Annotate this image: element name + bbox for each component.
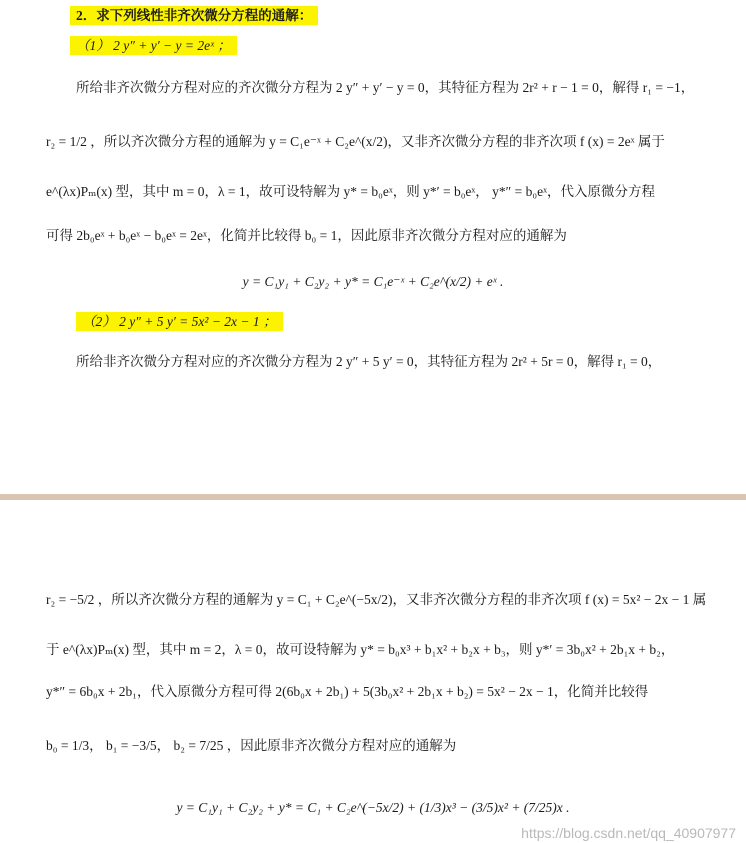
problem-2-statement [76, 312, 283, 332]
solution-1-line-2: r₂ = 1/2 ，所以齐次微分方程的通解为 y = C₁e⁻ˣ + C₂e^(x/2)，又非齐次微分方程的非齐次项 f (x) = 2eˣ 属于 [46, 134, 665, 149]
solution-2-line-4: y*″ = 6b₀x + 2b₁，代入原微分方程可得 2(6b₀x + 2b₁) + 5(3b₀x² + 2b₁x + b₂) = 5x² − 2x − 1，化简并比较得 [46, 684, 649, 699]
section-heading-text: 2．求下列线性非齐次微分方程的通解： [70, 6, 318, 25]
solution-1-line-1: 所给非齐次微分方程对应的齐次微分方程为 2 y″ + y′ − y = 0，其特征方程为 2r² + r − 1 = 0，解得 r₁ = −1， [76, 80, 695, 95]
document-page-2 [0, 500, 746, 843]
solution-1-line-4: 可得 2b₀eˣ + b₀eˣ − b₀eˣ = 2eˣ，化简并比较得 b₀ = 1，因此原非齐次微分方程对应的通解为 [46, 228, 567, 243]
solution-2-line-3: 于 e^(λx)Pₘ(x) 型，其中 m = 2，λ = 0，故可设特解为 y* = b₀x³ + b₁x² + b₂x + b₃，则 y*′ = 3b₀x² + 2b₁x + b₂， [46, 642, 675, 657]
solution-2-line-1: 所给非齐次微分方程对应的齐次微分方程为 2 y″ + 5 y′ = 0，其特征方程为 2r² + 5r = 0，解得 r₁ = 0， [76, 354, 662, 369]
problem-1-text: （1） 2 y″ + y′ − y = 2eˣ ； [70, 36, 237, 55]
section-heading [70, 6, 318, 26]
solution-2-line-5: b₀ = 1/3， b₁ = −3/5， b₂ = 7/25 ，因此原非齐次微分方程对应的通解为 [46, 738, 457, 753]
solution-1-result: y = C₁y₁ + C₂y₂ + y* = C₁e⁻ˣ + C₂e^(x/2) + eˣ . [242, 274, 504, 289]
problem-2-text: （2） 2 y″ + 5 y′ = 5x² − 2x − 1 ； [76, 312, 283, 331]
solution-1-line-3: e^(λx)Pₘ(x) 型，其中 m = 0，λ = 1，故可设特解为 y* = b₀eˣ，则 y*′ = b₀eˣ， y*″ = b₀eˣ，代入原微分方程 [46, 184, 656, 199]
solution-2-line-2: r₂ = −5/2 ，所以齐次微分方程的通解为 y = C₁ + C₂e^(−5x/2)，又非齐次微分方程的非齐次项 f (x) = 5x² − 2x − 1 属 [46, 592, 707, 607]
solution-2-result: y = C₁y₁ + C₂y₂ + y* = C₁ + C₂e^(−5x/2) + (1/3)x³ − (3/5)x² + (7/25)x . [176, 800, 570, 815]
source-watermark: https://blog.csdn.net/qq_40907977 [521, 825, 736, 841]
problem-1-statement [70, 36, 237, 56]
